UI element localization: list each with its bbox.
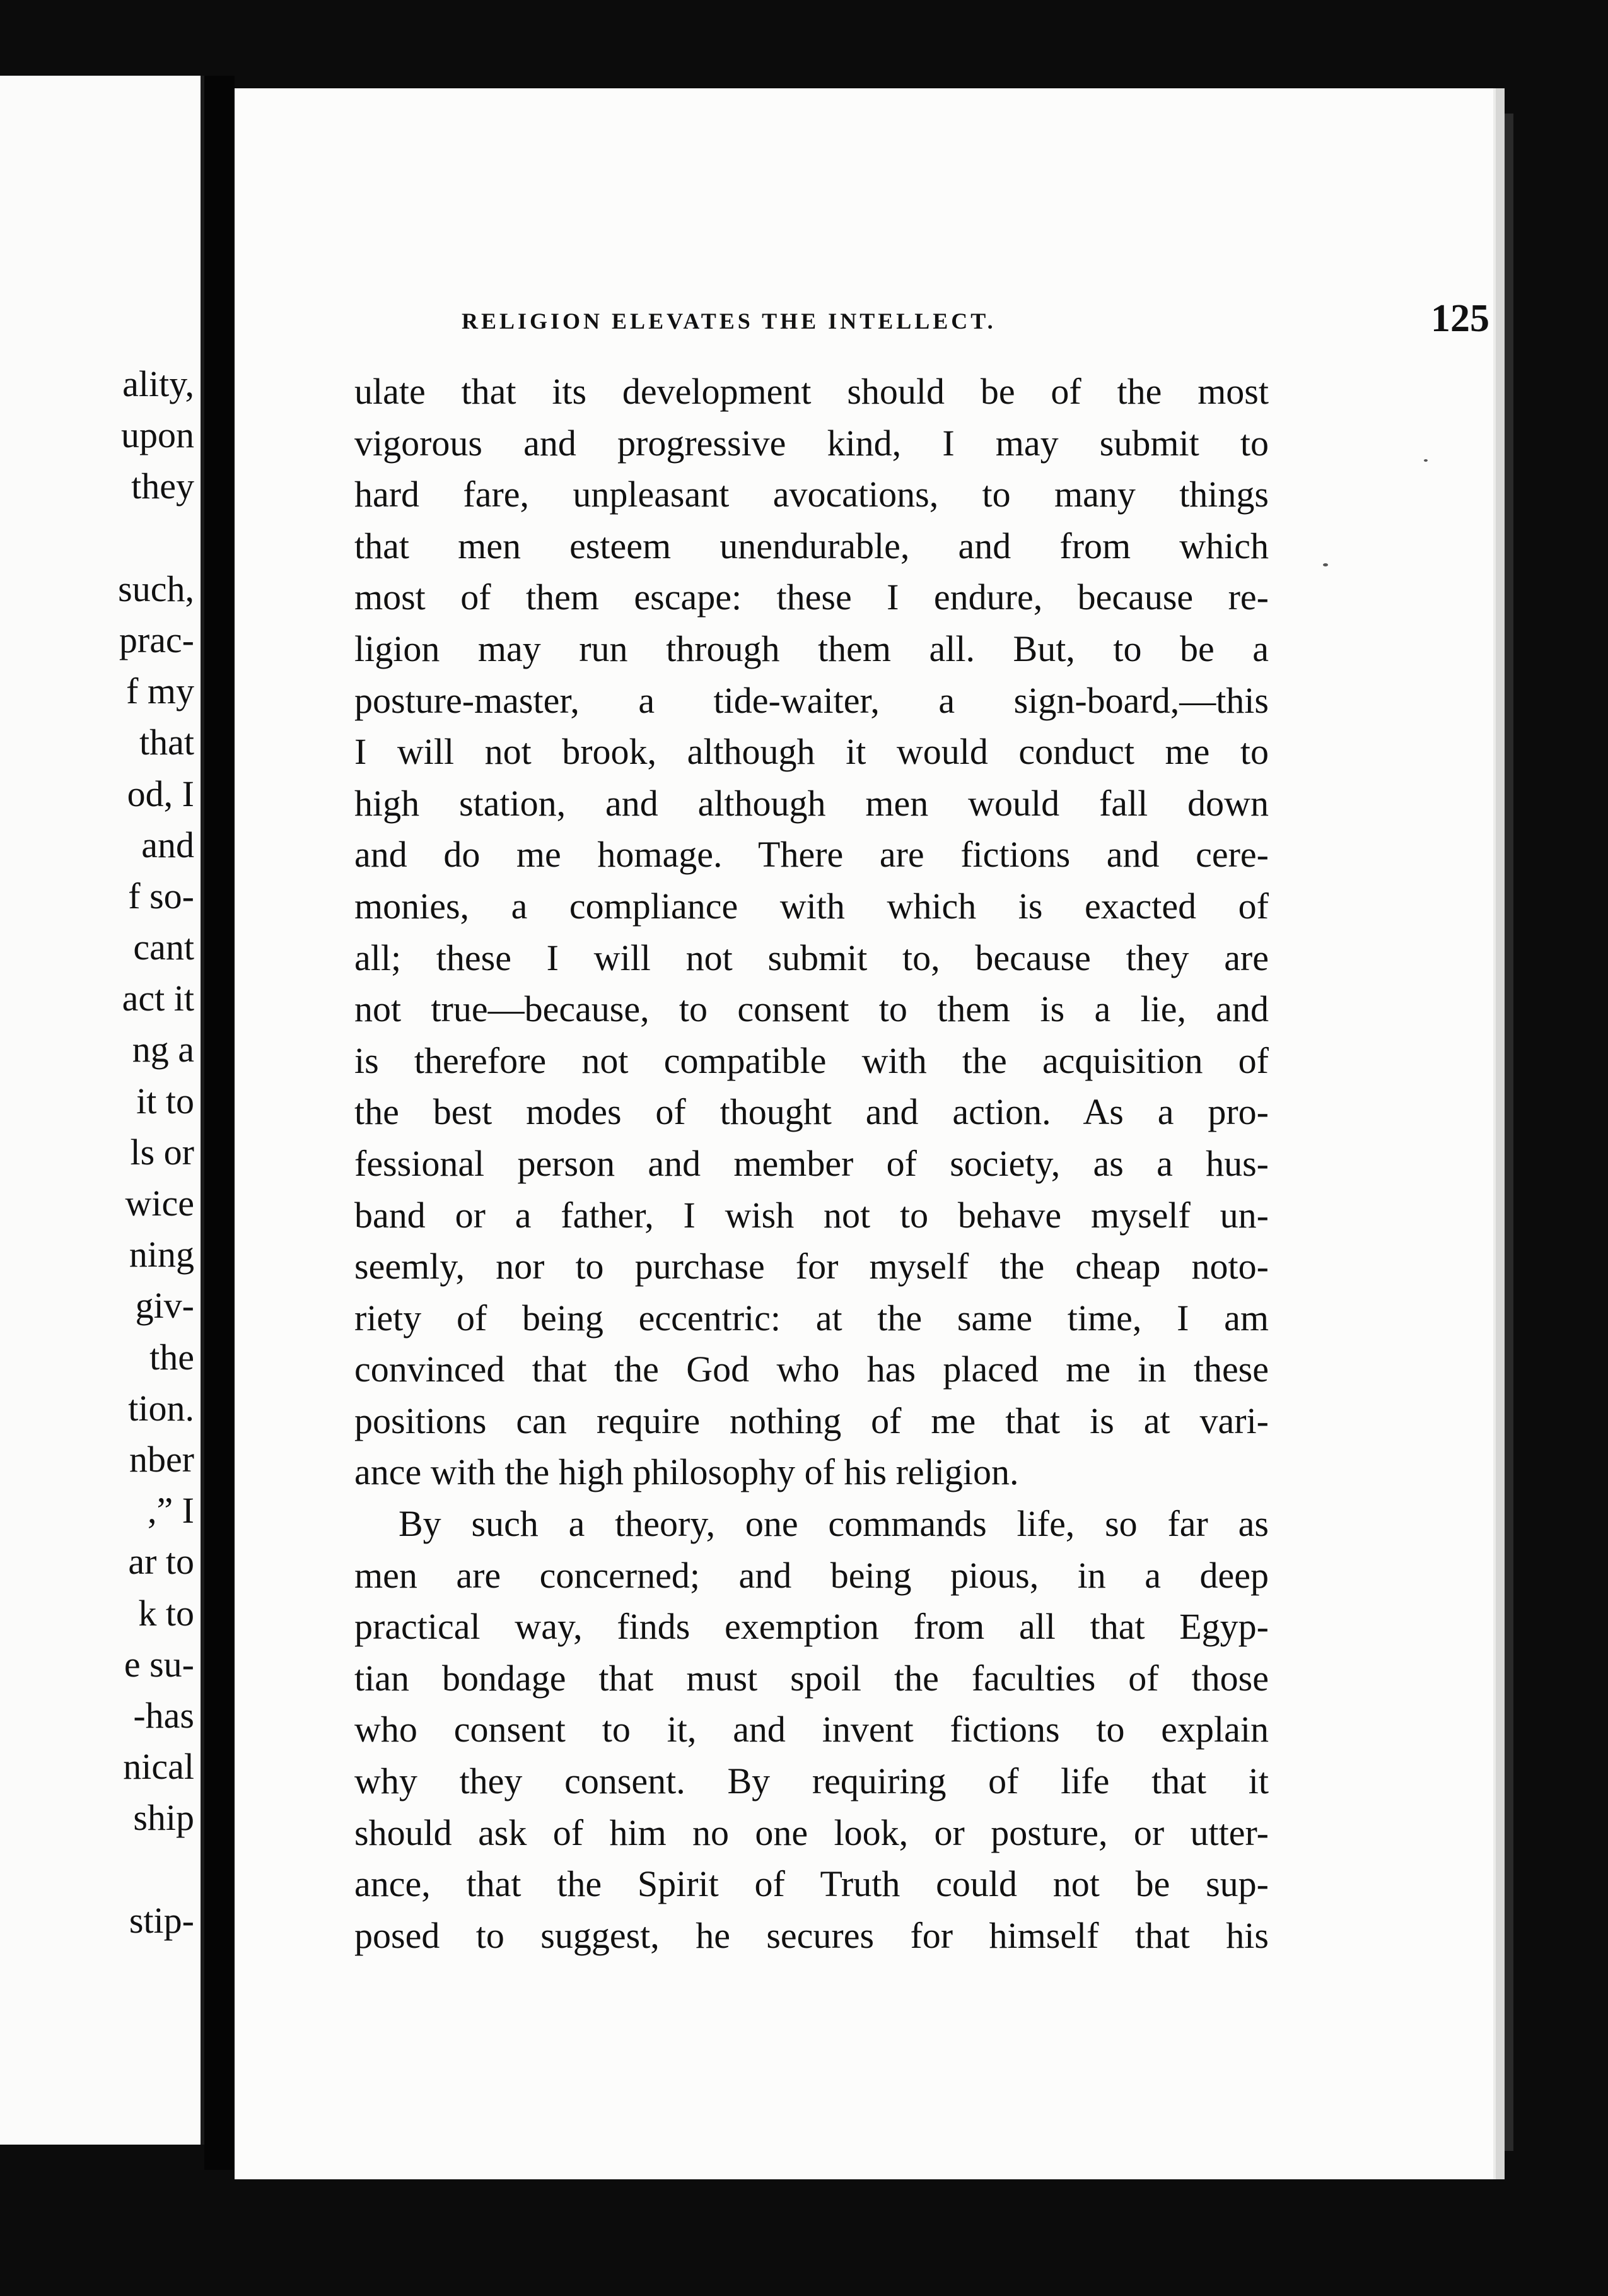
left-page bbox=[0, 76, 204, 2145]
left-page-fragment: e su- bbox=[124, 1643, 194, 1685]
text-line: high station, and although men would fall down bbox=[354, 782, 1269, 824]
text-line: men are concerned; and being pious, in a deep bbox=[354, 1554, 1269, 1596]
scan-speck bbox=[1323, 563, 1328, 566]
text-line: By such a theory, one commands life, so far as bbox=[399, 1503, 1269, 1545]
left-page-fragment: ng a bbox=[132, 1029, 194, 1070]
left-page-fragment: upon bbox=[121, 414, 194, 456]
text-line: practical way, finds exemption from all that Egyp- bbox=[354, 1606, 1269, 1648]
text-line: riety of being eccentric: at the same time, I am bbox=[354, 1297, 1269, 1338]
left-page-fragment: wice bbox=[125, 1183, 194, 1224]
text-line: most of them escape: these I endure, because re- bbox=[354, 577, 1269, 618]
text-line: convinced that the God who has placed me in these bbox=[354, 1349, 1269, 1390]
page-number: 125 bbox=[1431, 297, 1489, 340]
left-page-fragment: stip- bbox=[129, 1899, 194, 1941]
left-page-fragment: act it bbox=[122, 978, 194, 1019]
text-line: ligion may run through them all. But, to be a bbox=[354, 628, 1269, 669]
text-line: is therefore not compatible with the acquisition of bbox=[354, 1040, 1269, 1081]
text-line: tian bondage that must spoil the faculties of those bbox=[354, 1657, 1269, 1699]
left-page-fragment: k to bbox=[138, 1592, 194, 1634]
left-page-fragment: -has bbox=[133, 1694, 194, 1736]
book-gutter bbox=[204, 76, 235, 2170]
text-line: monies, a compliance with which is exacted of bbox=[354, 885, 1269, 927]
left-page-fragment: nber bbox=[129, 1438, 194, 1480]
left-page-fragment: giv- bbox=[135, 1285, 194, 1327]
text-line: all; these I will not submit to, because they are bbox=[354, 937, 1269, 978]
left-page-fragment: ar to bbox=[128, 1541, 194, 1583]
left-page-fragment: ning bbox=[129, 1234, 194, 1275]
left-page-fragment: ls or bbox=[130, 1131, 194, 1173]
left-page-fragment: nical bbox=[123, 1746, 194, 1788]
left-page-text-fragments bbox=[5, 358, 194, 1946]
page-edge bbox=[1505, 114, 1513, 2151]
text-line: who consent to it, and invent fictions to explain bbox=[354, 1709, 1269, 1750]
left-page-fragment: the bbox=[149, 1336, 194, 1378]
left-page-fragment: such, bbox=[118, 568, 194, 609]
left-page-fragment: ship bbox=[133, 1797, 194, 1839]
left-page-fragment: f so- bbox=[128, 875, 194, 917]
text-line: the best modes of thought and action. As a pro- bbox=[354, 1091, 1269, 1133]
text-line: seemly, nor to purchase for myself the cheap noto- bbox=[354, 1246, 1269, 1287]
text-line: vigorous and progressive kind, I may submit to bbox=[354, 422, 1269, 464]
left-page-fragment: f my bbox=[126, 671, 194, 712]
body-text bbox=[354, 366, 1269, 1961]
left-page-fragment bbox=[5, 1843, 194, 1894]
left-page-fragment: od, I bbox=[127, 773, 194, 814]
text-line: posture-master, a tide-waiter, a sign-board,—this bbox=[354, 679, 1269, 721]
scan-speck bbox=[1424, 459, 1428, 462]
left-page-fragment: cant bbox=[133, 927, 194, 968]
left-page-fragment: that bbox=[139, 722, 194, 763]
text-line: positions can require nothing of me that is at vari- bbox=[354, 1400, 1269, 1441]
text-line: posed to suggest, he secures for himself that his bbox=[354, 1914, 1269, 1956]
right-page bbox=[235, 88, 1505, 2179]
left-page-fragment: and bbox=[141, 824, 194, 865]
left-page-fragment: tion. bbox=[128, 1387, 194, 1429]
left-page-fragment: ality, bbox=[122, 363, 194, 404]
text-line: and do me homage. There are fictions and cere- bbox=[354, 834, 1269, 876]
running-head bbox=[462, 296, 1489, 347]
text-line: fessional person and member of society, as a hus- bbox=[354, 1142, 1269, 1184]
text-line: should ask of him no one look, or posture, or utter- bbox=[354, 1812, 1269, 1853]
text-line: hard fare, unpleasant avocations, to many things bbox=[354, 474, 1269, 515]
text-line: band or a father, I wish not to behave myself un- bbox=[354, 1194, 1269, 1236]
left-page-fragment: it to bbox=[136, 1080, 194, 1122]
text-line: not true—because, to consent to them is a lie, and bbox=[354, 988, 1269, 1030]
text-line: ulate that its development should be of the most bbox=[354, 371, 1269, 412]
text-line: why they consent. By requiring of life that it bbox=[354, 1760, 1269, 1802]
left-page-fragment bbox=[5, 512, 194, 563]
running-head-title: RELIGION ELEVATES THE INTELLECT. bbox=[462, 308, 996, 334]
left-page-fragment: they bbox=[131, 466, 194, 507]
text-line: ance with the high philosophy of his religion. bbox=[354, 1451, 1019, 1493]
text-line: I will not brook, although it would conduct me to bbox=[354, 731, 1269, 773]
text-line: that men esteem unendurable, and from which bbox=[354, 525, 1269, 566]
left-page-fragment: prac- bbox=[119, 619, 194, 660]
text-line: ance, that the Spirit of Truth could not be sup- bbox=[354, 1863, 1269, 1905]
left-page-fragment: ,” I bbox=[147, 1490, 194, 1532]
